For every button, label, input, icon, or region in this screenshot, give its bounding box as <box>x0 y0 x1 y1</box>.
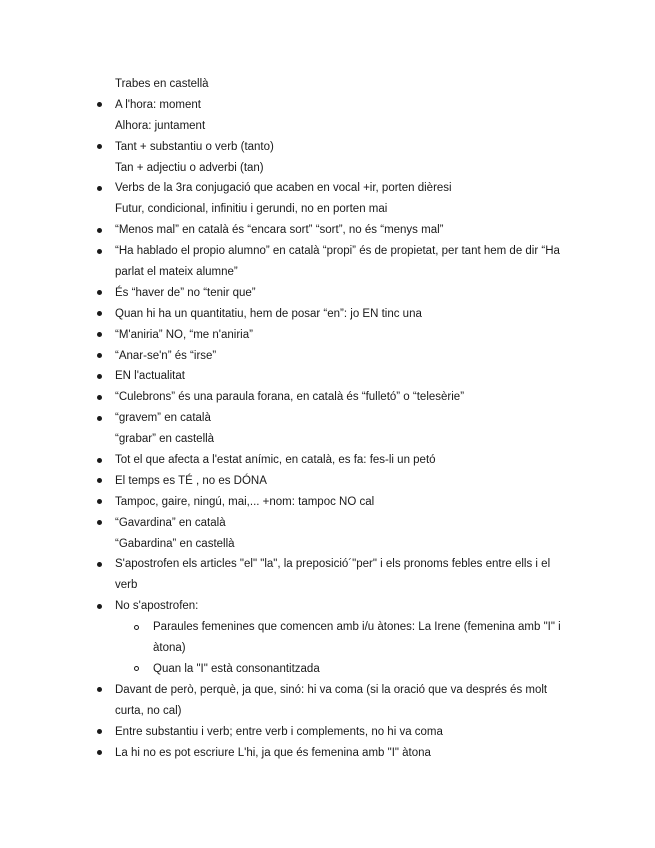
bullet-disc-icon <box>97 750 102 755</box>
list-item-text: “grabar” en castellà <box>115 433 215 446</box>
bullet-disc-icon <box>97 228 102 233</box>
bullet-disc-icon <box>97 374 102 379</box>
bullet-disc-icon <box>97 687 102 692</box>
bullet-disc-icon <box>97 102 102 107</box>
list-item <box>0 283 655 304</box>
list-item-text: Verbs de la 3ra conjugació que acaben en vocal +ir, porten dièresi <box>115 182 452 195</box>
list-item <box>0 513 655 534</box>
list-item-text: Futur, condicional, infinitiu i gerundi, no en porten mai <box>115 203 388 216</box>
list-item-continuation <box>0 575 655 596</box>
list-item-text: Paraules femenines que comencen amb i/u àtones: La Irene (femenina amb "I" i <box>153 621 561 634</box>
list-item-text: “Gavardina” en català <box>115 516 226 529</box>
bullet-disc-icon <box>97 416 102 421</box>
list-item-text: La hi no es pot escriure L'hi, ja que és femenina amb "I" àtona <box>115 746 431 759</box>
list-item <box>0 659 655 680</box>
list-item-text: “Ha hablado el propio alumno” en català “propi” és de propietat, per tant hem de dir “Ha <box>115 245 560 258</box>
bullet-disc-icon <box>97 353 102 358</box>
bullet-circle-icon <box>134 666 139 671</box>
list-item <box>0 450 655 471</box>
list-item-text: Entre substantiu i verb; entre verb i complements, no hi va coma <box>115 725 443 738</box>
bullet-circle-icon <box>134 625 139 630</box>
list-item-text: Quan la "I" està consonantitzada <box>153 662 320 675</box>
bullet-disc-icon <box>97 499 102 504</box>
list-item-text: Tampoc, gaire, ningú, mai,... +nom: tampoc NO cal <box>115 495 375 508</box>
list-item <box>0 471 655 492</box>
list-item <box>0 346 655 367</box>
list-item-text: Tot el que afecta a l'estat anímic, en català, es fa: fes-li un petó <box>115 454 436 467</box>
bullet-disc-icon <box>97 458 102 463</box>
list-item-continuation <box>0 534 655 555</box>
list-item-text: “Menos mal” en català és “encara sort” “sort”, no és “menys mal” <box>115 224 444 237</box>
list-item-text: “Anar-se'n” és “irse” <box>115 349 217 362</box>
list-item-text: curta, no cal) <box>115 704 182 717</box>
list-item <box>0 596 655 617</box>
list-item <box>0 304 655 325</box>
bullet-disc-icon <box>97 395 102 400</box>
list-item-text: Trabes en castellà <box>115 78 209 90</box>
list-item <box>0 137 655 158</box>
bullet-disc-icon <box>97 144 102 149</box>
list-item-text: “M'aniria” NO, “me n'aniria” <box>115 328 253 341</box>
list-item <box>0 178 655 199</box>
list-item <box>0 95 655 116</box>
list-item-text: A l'hora: moment <box>115 98 201 111</box>
list-item <box>0 722 655 743</box>
list-item-continuation <box>0 429 655 450</box>
list-item <box>0 408 655 429</box>
list-item-text: Davant de però, perquè, ja que, sinó: hi va coma (si la oració que va després és molt <box>115 683 548 696</box>
list-item-text: àtona) <box>153 642 186 655</box>
bullet-disc-icon <box>97 729 102 734</box>
list-item-text: Tant + substantiu o verb (tanto) <box>115 140 274 153</box>
list-item-continuation <box>0 199 655 220</box>
list-item <box>0 366 655 387</box>
bullet-disc-icon <box>97 604 102 609</box>
list-item-text: “Culebrons” és una paraula forana, en català és “fulletó” o “telesèrie” <box>115 391 465 404</box>
list-item <box>0 554 655 575</box>
list-item <box>0 743 655 764</box>
list-item <box>0 325 655 346</box>
list-item <box>0 680 655 701</box>
list-item <box>0 241 655 262</box>
list-item-text: “gravem” en català <box>115 412 211 425</box>
list-item-text: Tan + adjectiu o adverbi (tan) <box>115 161 264 174</box>
list-item <box>0 492 655 513</box>
bullet-disc-icon <box>97 290 102 295</box>
list-item-text: Quan hi ha un quantitatiu, hem de posar “en”: jo EN tinc una <box>115 307 422 320</box>
bullet-disc-icon <box>97 311 102 316</box>
list-item-text: Alhora: juntament <box>115 119 206 132</box>
list-item-text: No s'apostrofen: <box>115 600 199 613</box>
list-item <box>0 617 655 638</box>
list-item <box>0 387 655 408</box>
list-item-continuation <box>0 158 655 179</box>
bullet-disc-icon <box>97 186 102 191</box>
list-item-text: parlat el mateix alumne” <box>115 266 238 279</box>
list-item-text: El temps es TÉ , no es DÓNA <box>115 474 267 487</box>
list-item-continuation <box>0 74 655 95</box>
bullet-disc-icon <box>97 562 102 567</box>
bullet-disc-icon <box>97 332 102 337</box>
list-item-continuation <box>0 701 655 722</box>
list-item-continuation <box>0 262 655 283</box>
bullet-disc-icon <box>97 520 102 525</box>
list-item-continuation <box>0 638 655 659</box>
list-item-text: És “haver de” no “tenir que” <box>115 286 256 299</box>
list-item <box>0 220 655 241</box>
list-item-text: S'apostrofen els articles "el" "la", la preposició´"per" i els pronoms febles entre ells i el <box>115 558 551 571</box>
list-item-text: EN l'actualitat <box>115 370 185 383</box>
bullet-disc-icon <box>97 249 102 254</box>
list-item-continuation <box>0 116 655 137</box>
list-item-text: “Gabardina” en castellà <box>115 537 235 550</box>
list-item-text: verb <box>115 579 138 592</box>
document-page <box>0 74 655 763</box>
bullet-disc-icon <box>97 478 102 483</box>
